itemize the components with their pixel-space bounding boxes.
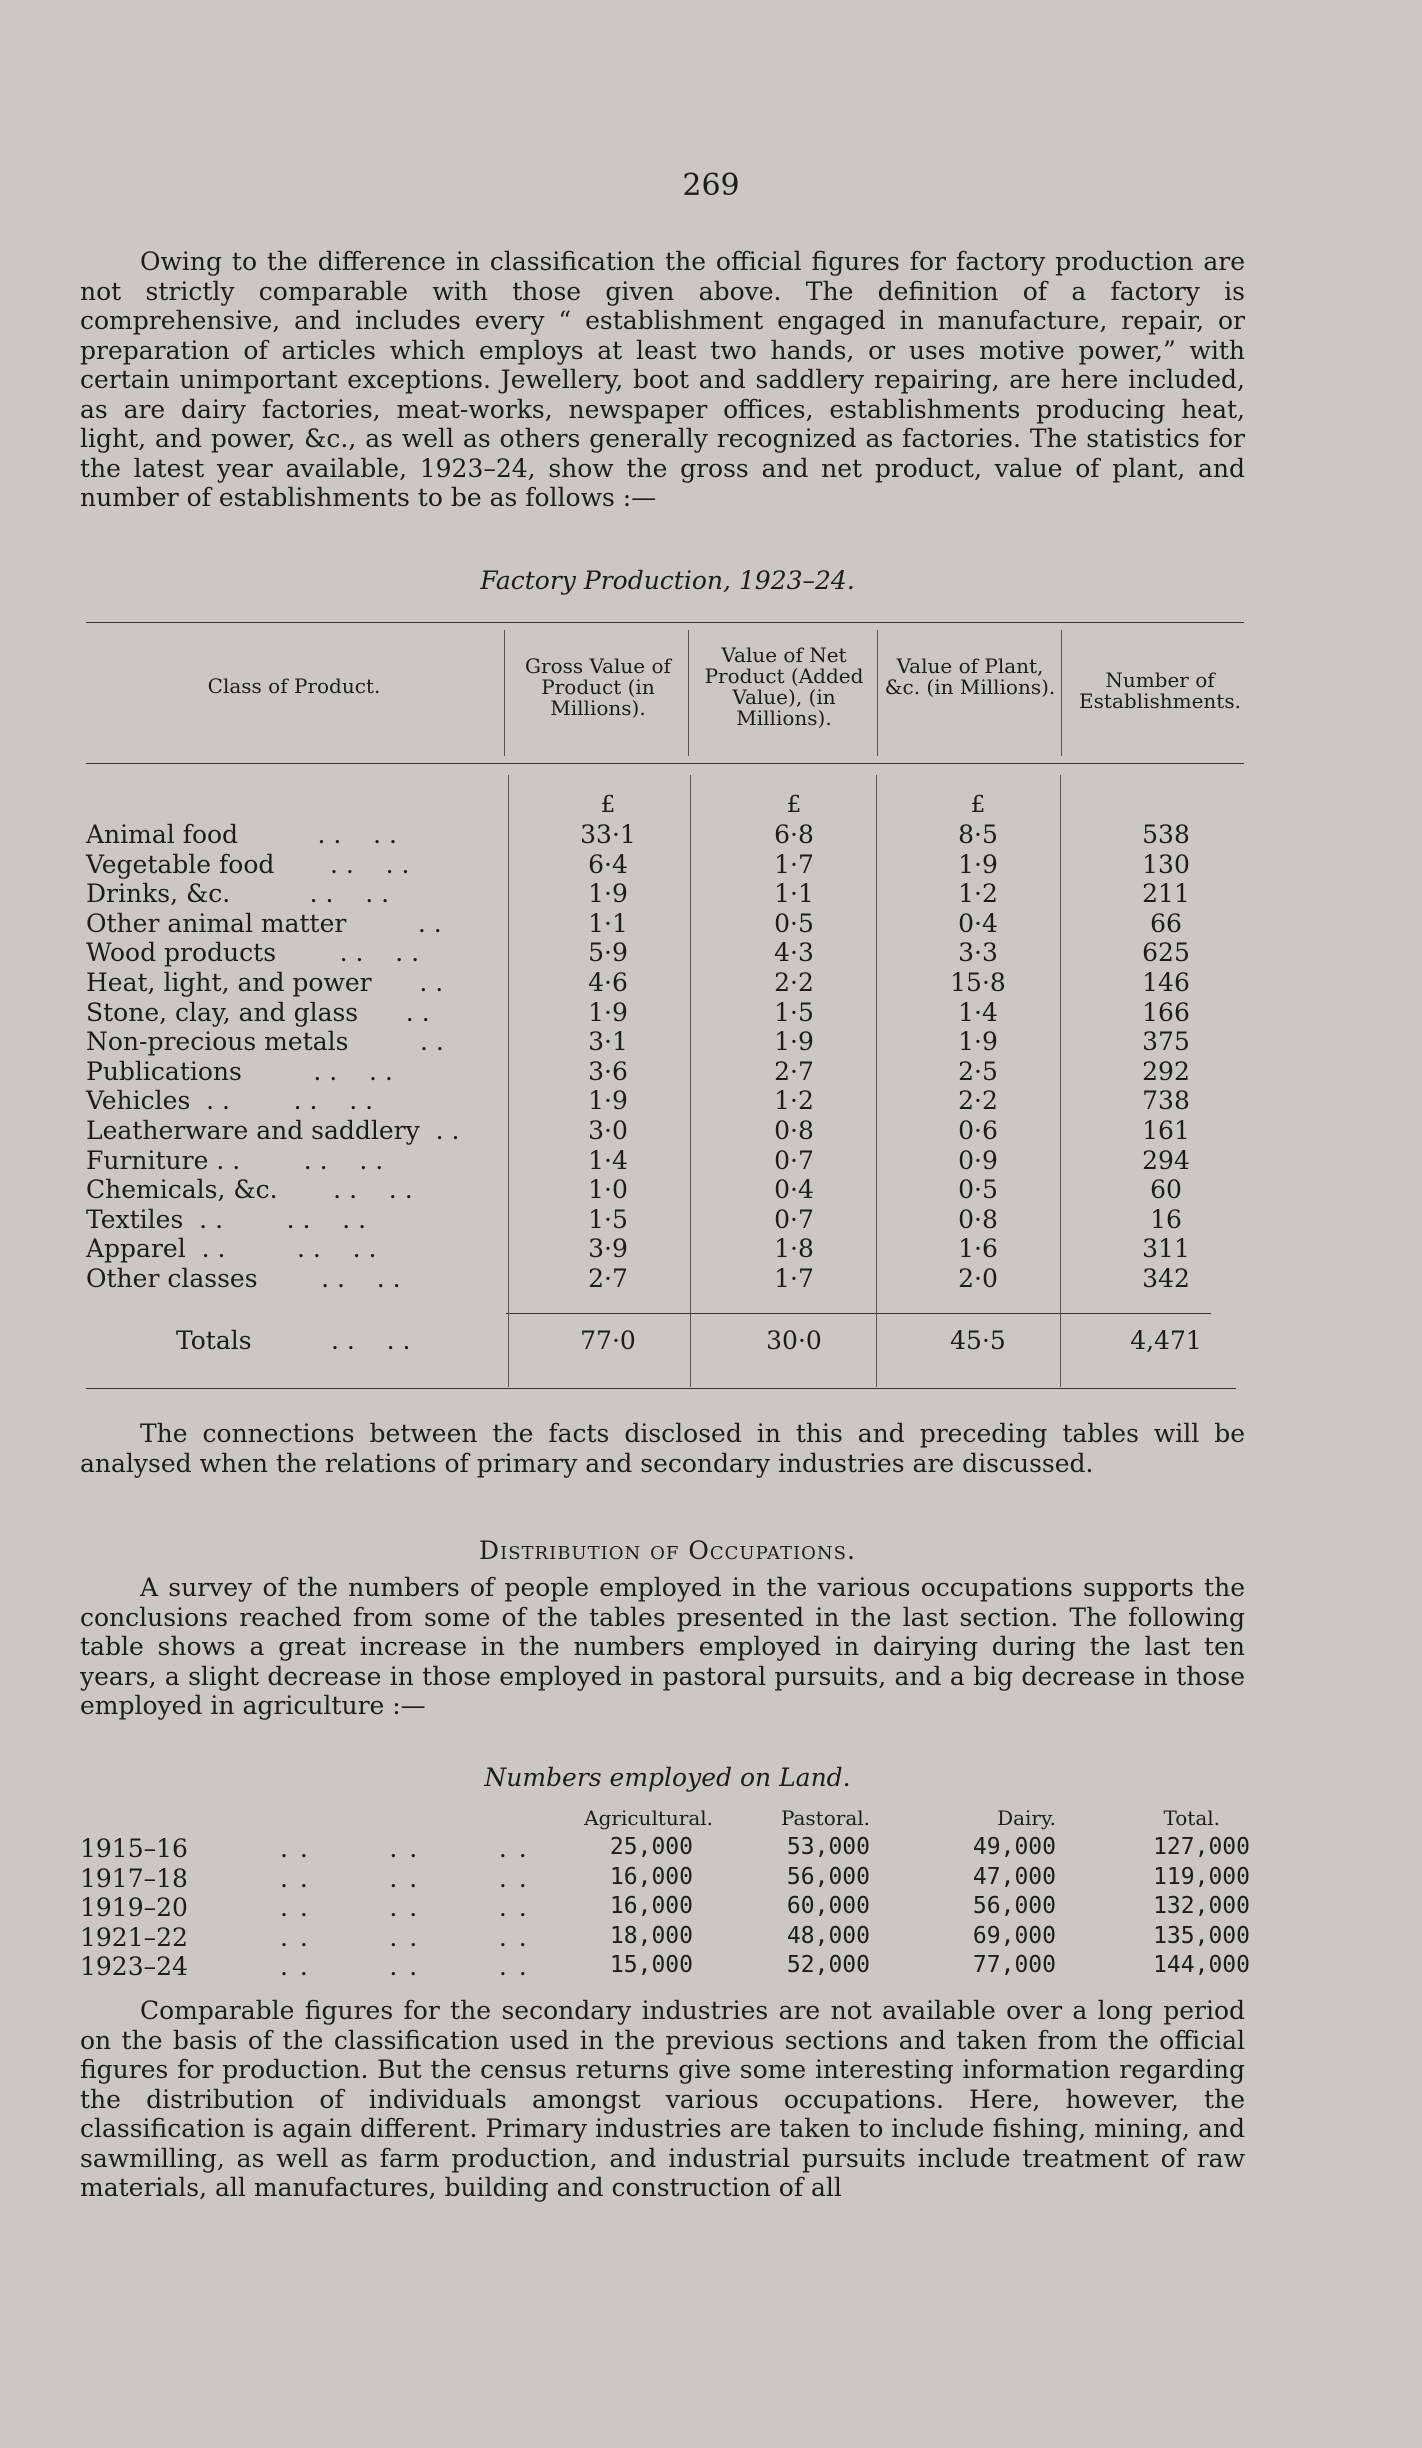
table-row (86, 1175, 1246, 1205)
table-row (80, 1893, 1250, 1923)
plant-value: 1·4 (958, 997, 998, 1027)
leader-dots: . . . . . . (280, 1893, 529, 1922)
product-class: Vehicles . . . . . . (86, 1086, 374, 1116)
product-class: Other classes . . . . (86, 1264, 401, 1293)
table-row (86, 968, 1246, 998)
establishments: 294 (1142, 1145, 1190, 1175)
gross-value: 1·9 (588, 879, 628, 909)
dairy-value: 49,000 (972, 1834, 1056, 1860)
plant-value: 1·9 (958, 849, 998, 879)
net-value: 0·4 (774, 1175, 814, 1205)
intro-paragraph: Owing to the difference in classification the official figures for factory production are not strictly comparable with those given above. The definition of a factory is comprehensive, and includes every “ establishment engaged in manufacture, repair, or preparation of articles which employs at least two hands, or uses motive power,” with certain unimportant exceptions. Jewellery, boot and saddlery repairing, are here included, as are dairy factories, meat-works, newspaper offices, establishments producing heat, light, and power, &c., as well as others generally recognized as factories. The statistics for the latest year available, 1923–24, show the gross and net product, value of plant, and number of establishments to be as follows :— (80, 247, 1245, 512)
totals-net: 30·0 (766, 1326, 822, 1355)
establishments: 292 (1142, 1056, 1190, 1086)
header-dairy: Dairy. (997, 1806, 1056, 1830)
pastoral-value: 53,000 (786, 1834, 870, 1860)
establishments: 211 (1142, 879, 1190, 909)
establishments: 130 (1142, 849, 1190, 879)
gross-value: 33·1 (580, 820, 636, 849)
establishments: 375 (1142, 1027, 1190, 1057)
survey-paragraph: A survey of the numbers of people employed in the various occupations supports the conclusions reached from some of the tables presented in the last section. The following table shows a great increase in the numbers employed in dairying during the last ten years, a slight decrease in those employed in pastoral pursuits, and a big decrease in those employed in agriculture :— (80, 1573, 1245, 1720)
net-value: 0·5 (774, 908, 814, 938)
product-class: Non-precious metals . . (86, 1027, 444, 1057)
total-value: 119,000 (1153, 1863, 1250, 1890)
establishments: 60 (1150, 1175, 1182, 1205)
gross-value: 1·9 (588, 997, 628, 1027)
header-establishments: Number of Establishments. (1079, 668, 1241, 713)
gross-value: 1·5 (588, 1204, 628, 1234)
gross-value: 3·6 (588, 1056, 628, 1086)
table-row (86, 1057, 1246, 1087)
dairy-value: 77,000 (972, 1952, 1056, 1978)
net-value: 1·9 (774, 1027, 814, 1057)
totals-plant: 45·5 (950, 1326, 1006, 1355)
unit-symbol-gross: £ (600, 792, 616, 818)
section-heading: Distribution of Occupations. (479, 1536, 856, 1565)
agricultural-value: 25,000 (609, 1834, 693, 1860)
gross-value: 4·6 (588, 968, 628, 997)
establishments: 311 (1142, 1234, 1190, 1264)
header-class-of-product: Class of Product. (207, 674, 381, 698)
net-value: 2·2 (774, 968, 814, 997)
net-value: 1·1 (774, 879, 814, 909)
leader-dots: . . . . . . (280, 1952, 529, 1981)
unit-symbol-net: £ (786, 792, 802, 818)
year: 1915–16 (80, 1834, 188, 1863)
header-pastoral: Pastoral. (780, 1806, 870, 1830)
col-divider-1 (504, 630, 505, 756)
table-row (86, 1264, 1246, 1294)
total-value: 132,000 (1153, 1893, 1250, 1919)
table-row (86, 820, 1246, 850)
table-row (80, 1834, 1250, 1864)
agricultural-value: 16,000 (609, 1893, 693, 1919)
header-plant-value: Value of Plant, &c. (in Millions). (884, 654, 1056, 699)
plant-value: 2·0 (958, 1264, 998, 1293)
plant-value: 1·9 (958, 1027, 998, 1057)
net-value: 4·3 (774, 938, 814, 968)
agricultural-value: 15,000 (609, 1952, 693, 1978)
product-class: Wood products . . . . (86, 938, 420, 968)
table-row (86, 1116, 1246, 1146)
table-bottom-rule (86, 1388, 1236, 1389)
establishments: 166 (1142, 997, 1190, 1027)
dairy-value: 69,000 (972, 1922, 1056, 1949)
gross-value: 1·9 (588, 1086, 628, 1116)
col-divider-4 (1061, 630, 1062, 756)
pastoral-value: 48,000 (786, 1922, 870, 1949)
plant-value: 2·2 (958, 1086, 998, 1116)
year: 1919–20 (80, 1893, 188, 1922)
table-row (86, 850, 1246, 880)
product-class: Vegetable food . . . . (86, 849, 410, 879)
establishments: 161 (1142, 1116, 1190, 1145)
totals-gross: 77·0 (580, 1326, 636, 1355)
land-table-caption: Numbers employed on Land. (484, 1763, 851, 1792)
plant-value: 0·8 (958, 1204, 998, 1234)
gross-value: 1·0 (588, 1175, 628, 1205)
year: 1923–24 (80, 1952, 188, 1981)
year: 1917–18 (80, 1863, 188, 1893)
net-value: 2·7 (774, 1056, 814, 1086)
total-value: 135,000 (1153, 1922, 1250, 1949)
net-value: 0·8 (774, 1116, 814, 1145)
total-value: 127,000 (1153, 1834, 1250, 1860)
product-class: Animal food . . . . (86, 820, 397, 849)
net-value: 1·8 (774, 1234, 814, 1264)
plant-value: 0·4 (958, 908, 998, 938)
col-divider-2 (688, 630, 689, 756)
dairy-value: 56,000 (972, 1893, 1056, 1919)
establishments: 342 (1142, 1264, 1190, 1293)
header-agricultural: Agricultural. (584, 1806, 713, 1830)
product-class: Apparel . . . . . . (86, 1234, 377, 1264)
product-class: Leatherware and saddlery . . (86, 1116, 460, 1145)
unit-symbol-plant: £ (970, 792, 986, 818)
net-value: 1·2 (774, 1086, 814, 1116)
plant-value: 1·2 (958, 879, 998, 909)
plant-value: 15·8 (950, 968, 1006, 997)
net-value: 6·8 (774, 820, 814, 849)
totals-row (86, 1326, 1246, 1356)
closing-paragraph: Comparable figures for the secondary industries are not available over a long period on the basis of the classification used in the previous sections and taken from the official figures for production. But the census returns give some interesting information regarding the distribution of individuals amongst various occupations. Here, however, the classification is again different. Primary industries are taken to include fishing, mining, and sawmilling, as well as farm production, and industrial pursuits include treatment of raw materials, all manufactures, building and construction of all (80, 1996, 1245, 2202)
table-row (80, 1952, 1250, 1982)
connections-paragraph: The connections between the facts disclosed in this and preceding tables will be analysed when the relations of primary and secondary industries are discussed. (80, 1419, 1245, 1478)
net-value: 1·5 (774, 997, 814, 1027)
plant-value: 0·5 (958, 1175, 998, 1205)
product-class: Furniture . . . . . . (86, 1145, 384, 1175)
table-row (86, 1205, 1246, 1235)
product-class: Drinks, &c. . . . . (86, 879, 390, 909)
agricultural-value: 16,000 (609, 1863, 693, 1890)
header-net-value: Value of Net Product (Added Value), (in Millions). (704, 643, 864, 730)
pastoral-value: 52,000 (786, 1952, 870, 1978)
plant-value: 1·6 (958, 1234, 998, 1264)
table-row (86, 1234, 1246, 1264)
gross-value: 3·9 (588, 1234, 628, 1264)
table-row (80, 1923, 1250, 1953)
establishments: 538 (1142, 820, 1190, 849)
table-row (86, 909, 1246, 939)
product-class: Other animal matter . . (86, 908, 442, 938)
agricultural-value: 18,000 (609, 1922, 693, 1949)
pastoral-value: 60,000 (786, 1893, 870, 1919)
table-row (86, 879, 1246, 909)
plant-value: 2·5 (958, 1056, 998, 1086)
gross-value: 3·1 (588, 1027, 628, 1057)
gross-value: 1·4 (588, 1145, 628, 1175)
table-row (80, 1864, 1250, 1894)
col-divider-3 (877, 630, 878, 756)
leader-dots: . . . . . . (280, 1834, 529, 1863)
totals-rule (506, 1313, 1211, 1314)
totals-label: Totals . . . . (176, 1326, 411, 1355)
table-top-rule (86, 622, 1244, 623)
header-gross-value: Gross Value of Product (in Millions). (525, 654, 671, 720)
gross-value: 1·1 (588, 908, 628, 938)
header-total: Total. (1163, 1806, 1220, 1830)
establishments: 66 (1150, 908, 1182, 938)
year: 1921–22 (80, 1922, 188, 1952)
table-row (86, 998, 1246, 1028)
plant-value: 8·5 (958, 820, 998, 849)
plant-value: 3·3 (958, 938, 998, 968)
table-row (86, 1146, 1246, 1176)
table-header-rule (86, 763, 1244, 764)
factory-table-caption: Factory Production, 1923–24. (480, 566, 855, 595)
table-row (86, 1027, 1246, 1057)
pastoral-value: 56,000 (786, 1863, 870, 1890)
table-row (86, 1086, 1246, 1116)
net-value: 1·7 (774, 1264, 814, 1293)
plant-value: 0·9 (958, 1145, 998, 1175)
gross-value: 2·7 (588, 1264, 628, 1293)
plant-value: 0·6 (958, 1116, 998, 1145)
net-value: 0·7 (774, 1204, 814, 1234)
net-value: 1·7 (774, 849, 814, 879)
establishments: 146 (1142, 968, 1190, 997)
establishments: 625 (1142, 938, 1190, 968)
dairy-value: 47,000 (972, 1863, 1056, 1890)
table-row (86, 938, 1246, 968)
page-number: 269 (682, 168, 740, 203)
total-value: 144,000 (1153, 1952, 1250, 1978)
product-class: Stone, clay, and glass . . (86, 997, 430, 1027)
product-class: Chemicals, &c. . . . . (86, 1175, 413, 1205)
net-value: 0·7 (774, 1145, 814, 1175)
totals-establishments: 4,471 (1130, 1326, 1202, 1355)
establishments: 738 (1142, 1086, 1190, 1116)
product-class: Publications . . . . (86, 1056, 393, 1086)
gross-value: 5·9 (588, 938, 628, 968)
product-class: Heat, light, and power . . (86, 968, 444, 997)
gross-value: 6·4 (588, 849, 628, 879)
establishments: 16 (1150, 1204, 1182, 1234)
leader-dots: . . . . . . (280, 1863, 529, 1893)
product-class: Textiles . . . . . . (86, 1204, 367, 1234)
leader-dots: . . . . . . (280, 1922, 529, 1952)
gross-value: 3·0 (588, 1116, 628, 1145)
